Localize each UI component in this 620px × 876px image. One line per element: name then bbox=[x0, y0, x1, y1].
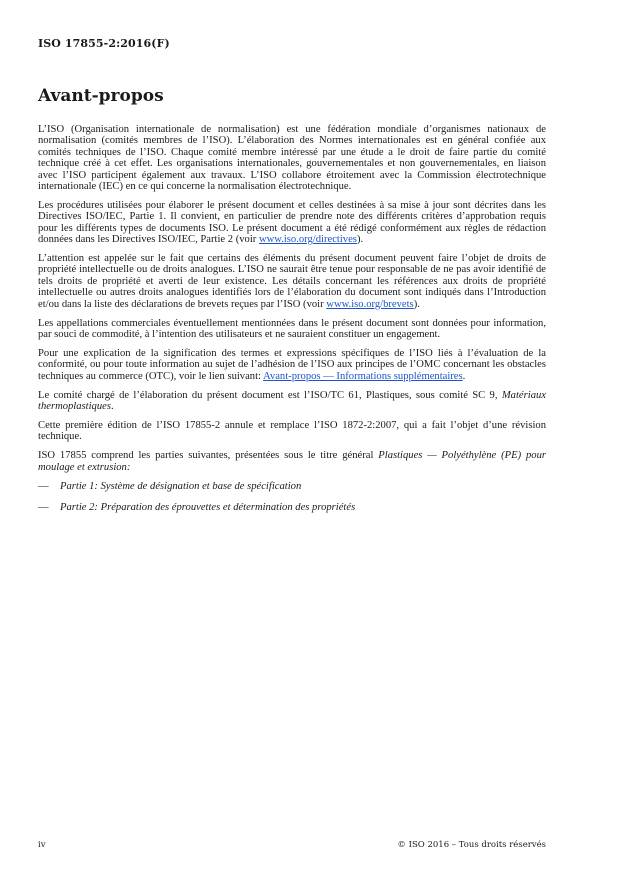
page-number: iv bbox=[38, 840, 46, 850]
list-dash: — bbox=[38, 501, 49, 513]
list-item-text: Partie 1: Système de désignation et base de spécification bbox=[60, 480, 302, 492]
paragraph-conformity-text: Pour une explication de la signification des termes et expressions spécifiques de l’ISO liés à l’évaluation de la conformité, ou pour toute information au sujet de l’adhésion de l’ISO aux principes de l’OMC concernant les obstacles techniques au commerce (OTC), voir le lien suivant: bbox=[38, 347, 546, 382]
paragraph-conformity-end: . bbox=[462, 370, 466, 382]
paragraph-edition: Cette première édition de l’ISO 17855-2 annule et remplace l’ISO 1872-2:2007, qui a fait l’objet d’une révision technique. bbox=[38, 419, 546, 443]
paragraph-iso-organisation: L’ISO (Organisation internationale de normalisation) est une fédération mondiale d’organismes nationaux de normalisation (comités membres de l’ISO). L’élaboration des Normes internationales est en général confiée aux comités techniques de l’ISO. Chaque comité membre intéressé par une étude a le droit de faire partie du comité technique créé à cet effet. Les organisations internationales, gouvernementales et non gouvernementales, en liaison avec l’ISO participent également aux travaux. L’ISO collabore étroitement avec la Commission électrotechnique internationale (IEC) en ce qui concerne la normalisation électrotechnique. bbox=[38, 124, 546, 193]
patents-link[interactable]: www.iso.org/brevets bbox=[326, 298, 414, 310]
paragraph-trade-names: Les appellations commerciales éventuellement mentionnées dans le présent document sont données pour information, par souci de commodité, à l’intention des utilisateurs et ne sauraient constituer un engagement. bbox=[38, 317, 546, 340]
list-item bbox=[38, 502, 546, 513]
general-title: Plastiques — Polyéthylène (PE) pour moulage et extrusion: bbox=[38, 450, 546, 473]
paragraph-conformity bbox=[38, 348, 546, 382]
list-item bbox=[38, 481, 546, 492]
paragraph-procedures-end: ). bbox=[356, 234, 364, 246]
page-title: Avant-propos bbox=[38, 86, 164, 106]
paragraph-committee-end: . bbox=[110, 401, 114, 413]
document-id-header: ISO 17855-2:2016(F) bbox=[38, 37, 170, 50]
paragraph-patents-end: ). bbox=[413, 298, 420, 310]
paragraph-procedures-text: Les procédures utilisées pour élaborer le présent document et celles destinées à sa mise à jour sont décrites dans les Directives ISO/IEC, Partie 1. Il convient, en particulier de prendre note des différents critères d’approbation requis pour les différents types de documents ISO. Le présent document a été rédigé conformément aux règles de rédaction données dans les Directives ISO/IEC, Partie 2 (voir bbox=[38, 199, 546, 246]
supplementary-info-link[interactable]: Avant-propos — Informations supplémentaires bbox=[263, 370, 463, 382]
paragraph-committee-text: Le comité chargé de l’élaboration du présent document est l’ISO/TC 61, Plastiques, sous comité SC 9, bbox=[38, 389, 502, 401]
paragraph-patents bbox=[38, 253, 546, 310]
subcommittee-title: Matériaux thermoplastiques bbox=[38, 389, 546, 413]
paragraph-parts-text: ISO 17855 comprend les parties suivantes, présentées sous le titre général bbox=[38, 450, 379, 462]
paragraph-parts bbox=[38, 450, 546, 473]
directives-link[interactable]: www.iso.org/directives bbox=[258, 234, 357, 246]
copyright-notice: © ISO 2016 – Tous droits réservés bbox=[397, 840, 546, 850]
paragraph-procedures bbox=[38, 200, 546, 246]
paragraph-committee bbox=[38, 390, 546, 413]
list-dash: — bbox=[38, 480, 49, 492]
foreword-body bbox=[38, 124, 546, 523]
paragraph-patents-text: L’attention est appelée sur le fait que certains des éléments du présent document peuvent faire l’objet de droits de propriété intellectuelle ou de droits analogues. L’ISO ne saurait être tenue pour responsable de ne pas avoir identifié de tels droits de propriété et averti de leur existence. Les détails concernant les références aux droits de propriété intellectuelle ou autres droits analogues identifiés lors de l’élaboration du document sont indiqués dans l’Introduction et/ou dans la liste des déclarations de brevets reçues par l’ISO (voir bbox=[38, 253, 546, 310]
list-item-text: Partie 2: Préparation des éprouvettes et détermination des propriétés bbox=[60, 501, 356, 513]
